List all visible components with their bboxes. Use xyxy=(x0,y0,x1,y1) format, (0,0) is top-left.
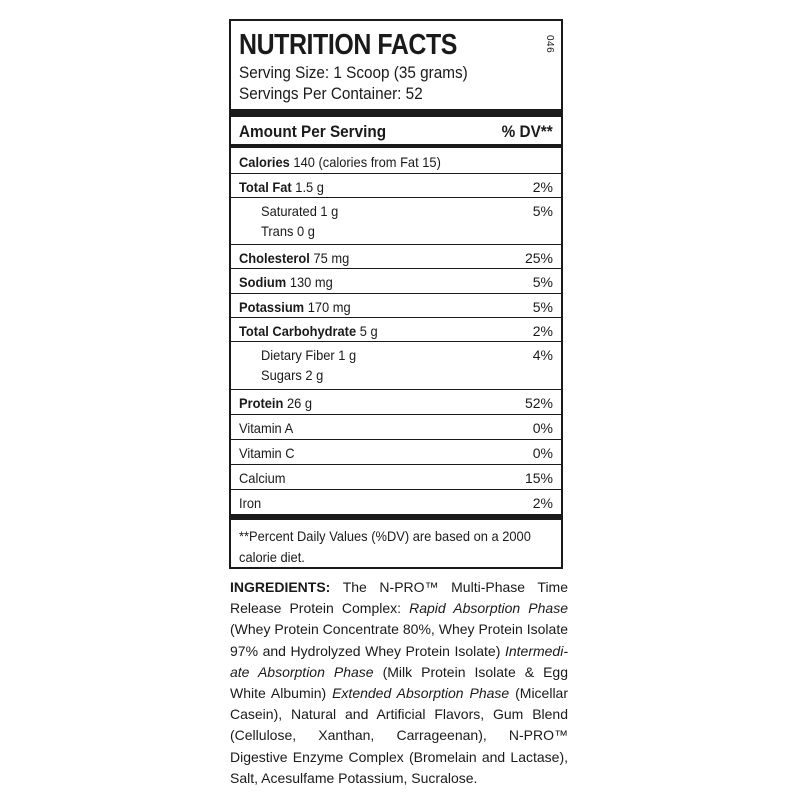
nutrient-row-protein xyxy=(239,389,553,414)
nutrient-row-calories xyxy=(239,148,553,173)
nutrient-name: Sodium xyxy=(239,274,287,290)
nutrient-amount: Vitamin C xyxy=(239,445,295,461)
nutrient-name: Potassium xyxy=(239,299,305,315)
nutrient-row-sodium xyxy=(239,268,553,293)
footnote-line: calorie diet. xyxy=(239,549,305,565)
footnote xyxy=(239,526,556,568)
footnote-line: **Percent Daily Values (%DV) are based on a 2000 xyxy=(239,528,531,544)
nutrient-row-vitamin-c xyxy=(239,439,553,464)
nutrient-name: Total Fat xyxy=(239,179,292,195)
nutrient-name: Protein xyxy=(239,395,284,411)
nutrient-amount: 26 g xyxy=(283,395,313,411)
nutrient-dv: 5% xyxy=(532,274,553,290)
amount-per-serving-heading: Amount Per Serving xyxy=(239,122,387,141)
nutrient-amount: Saturated 1 g xyxy=(261,203,339,219)
footnote-divider xyxy=(231,514,561,520)
nutrient-name: Calories xyxy=(239,154,290,170)
panel-title: NUTRITION FACTS xyxy=(239,29,458,61)
nutrient-dv: 4% xyxy=(532,347,553,363)
servings-per-container: Servings Per Container: 52 xyxy=(239,84,423,103)
nutrient-row-calcium xyxy=(239,464,553,489)
nutrition-facts-panel xyxy=(229,19,563,569)
ingredients-text: (Micellar Casein), Natural and Artificial Flavors, Gum Blend (Cellulose, Xanthan, Carrageenan), N-PRO™ Digestive Enzyme Complex (Bromelain and Lactase), Salt, Acesulfame Potassium, Sucralose. xyxy=(230,685,569,786)
nutrient-row-saturated-trans xyxy=(239,197,553,244)
dv-heading: % DV** xyxy=(501,122,553,141)
nutrient-name: Total Carbohydrate xyxy=(239,323,357,339)
ingredients-text: The N-PRO™ Multi-Phase Time Release Protein Complex: xyxy=(230,579,568,617)
nutrient-amount: Vitamin A xyxy=(239,420,294,436)
ingredients-phase: Rapid Absorption Phase xyxy=(409,600,568,617)
nutrient-dv: 52% xyxy=(524,395,553,411)
nutrient-row-cholesterol xyxy=(239,244,553,268)
nutrient-dv: 0% xyxy=(532,445,553,461)
ingredients-text: (Milk Protein Isolate & Egg White Albumin) xyxy=(230,663,568,702)
nutrient-dv: 5% xyxy=(532,203,553,219)
nutrient-dv: 2% xyxy=(532,495,553,511)
nutrient-row-total-fat xyxy=(239,173,553,197)
serving-size: Serving Size: 1 Scoop (35 grams) xyxy=(239,63,468,82)
nutrient-amount: 1.5 g xyxy=(291,179,324,195)
nutrient-amount-secondary: Trans 0 g xyxy=(261,223,315,239)
nutrient-row-vitamin-a xyxy=(239,414,553,439)
nutrient-dv: 25% xyxy=(524,250,553,266)
nutrient-dv: 2% xyxy=(532,179,553,195)
nutrient-amount: 140 (calories from Fat 15) xyxy=(289,154,441,170)
label-code: 046 xyxy=(544,35,555,54)
nutrient-row-total-carbohydrate xyxy=(239,317,553,341)
nutrient-amount: 130 mg xyxy=(286,274,333,290)
nutrient-amount: Calcium xyxy=(239,470,286,486)
nutrient-amount-secondary: Sugars 2 g xyxy=(261,367,324,383)
nutrient-dv: 2% xyxy=(532,323,553,339)
nutrient-row-iron xyxy=(239,489,553,514)
nutrient-amount: 170 mg xyxy=(304,299,351,315)
nutrient-dv: 0% xyxy=(532,420,553,436)
thick-divider xyxy=(231,109,561,117)
ingredients-paragraph xyxy=(230,577,568,789)
ingredients-heading: INGREDIENTS: xyxy=(230,579,331,595)
nutrient-name: Cholesterol xyxy=(239,250,310,266)
nutrient-row-fiber-sugars xyxy=(239,341,553,389)
nutrient-amount: Iron xyxy=(239,495,262,511)
nutrient-dv: 5% xyxy=(532,299,553,315)
ingredients-phase: Intermedi-ate Absorption Phase xyxy=(230,642,568,680)
nutrient-amount: 5 g xyxy=(356,323,378,339)
nutrient-amount: Dietary Fiber 1 g xyxy=(261,347,357,363)
nutrient-row-potassium xyxy=(239,293,553,317)
nutrient-dv: 15% xyxy=(524,470,553,486)
nutrient-amount: 75 mg xyxy=(309,250,350,266)
ingredients-phase: Extended Absorption Phase xyxy=(332,685,510,702)
ingredients-text: (Whey Protein Concentrate 80%, Whey Protein Isolate 97% and Hydrolyzed Whey Protein Isolate) xyxy=(230,621,568,659)
